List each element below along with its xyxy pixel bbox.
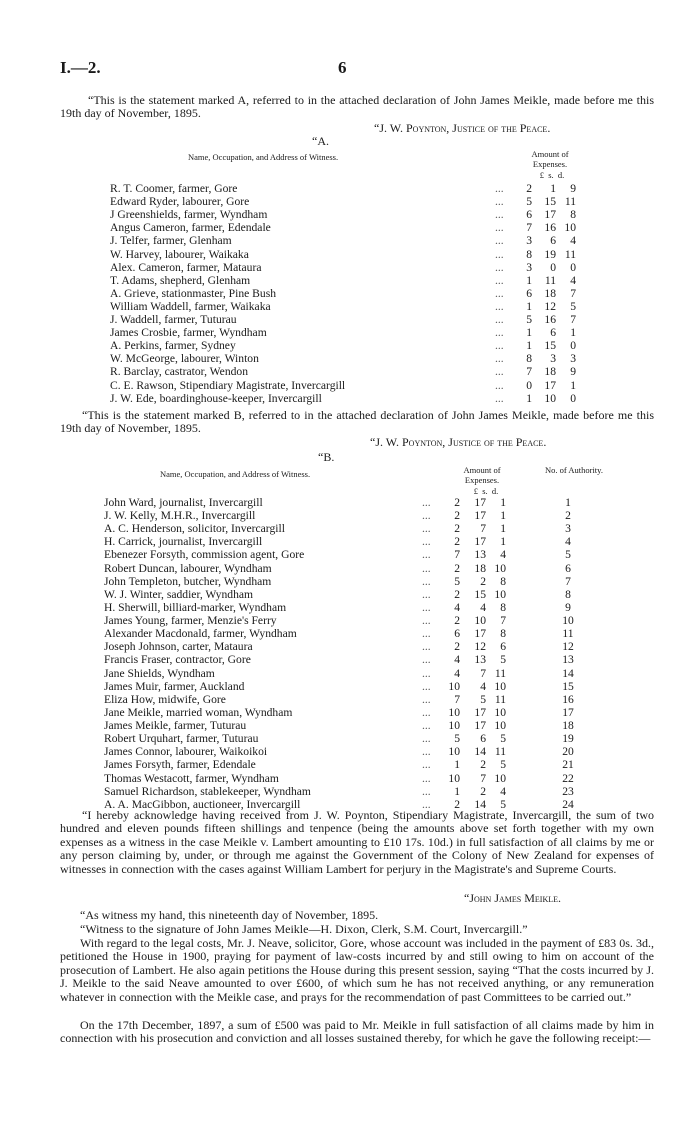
amount-pence: 8 [500, 574, 506, 588]
witness-name: James Meikle, farmer, Tuturau [104, 719, 247, 733]
witness-name: J. Telfer, farmer, Glenham [110, 234, 232, 248]
leader-dots: ... [422, 574, 431, 588]
witness-name: J. W. Ede, boardinghouse-keeper, Invercargill [110, 391, 322, 405]
leader-dots: ... [422, 627, 431, 641]
witness-name: Jane Meikle, married woman, Wyndham [104, 705, 293, 719]
amount-shillings: 4 [480, 679, 486, 693]
leader-dots: ... [495, 391, 504, 405]
table-row [110, 287, 590, 300]
authority-number: 1 [565, 496, 571, 509]
table-row [110, 379, 590, 392]
amount-pence: 8 [570, 208, 576, 222]
witness-name: James Young, farmer, Menzie's Ferry [104, 614, 277, 628]
table-row [104, 745, 604, 758]
amount-pence: 9 [570, 365, 576, 379]
leader-dots: ... [422, 587, 431, 601]
amount-shillings: 16 [544, 313, 556, 326]
table-row [110, 326, 590, 339]
page-number: 6 [338, 58, 347, 77]
table-row [104, 772, 604, 785]
amount-pence: 10 [494, 587, 506, 601]
amount-shillings: 17 [544, 208, 556, 222]
amount-pence: 7 [500, 614, 506, 628]
amount-pounds: 7 [526, 365, 532, 379]
amount-pence: 5 [500, 758, 506, 772]
amount-pence: 4 [570, 234, 576, 248]
amount-shillings: 5 [480, 692, 486, 706]
leader-dots: ... [422, 640, 431, 654]
table-row [110, 274, 590, 287]
amount-shillings: 15 [544, 339, 556, 353]
amount-pence: 1 [500, 535, 506, 549]
leader-dots: ... [422, 509, 431, 523]
amount-pounds: 7 [454, 548, 460, 562]
amount-pounds: 5 [526, 313, 532, 326]
leader-dots: ... [495, 313, 504, 326]
amount-pounds: 1 [454, 784, 460, 798]
authority-number: 21 [562, 758, 574, 772]
amount-shillings: 17 [474, 509, 486, 523]
leader-dots: ... [422, 758, 431, 772]
witness-name: Thomas Westacott, farmer, Wyndham [104, 771, 279, 785]
table-row [104, 758, 604, 771]
amount-pounds: 10 [448, 679, 460, 693]
amount-pence: 3 [570, 352, 576, 366]
witness-name: William Waddell, farmer, Waikaka [110, 299, 271, 313]
amount-pounds: 1 [526, 391, 532, 405]
amount-pounds: 2 [454, 640, 460, 654]
leader-dots: ... [495, 195, 504, 209]
leader-dots: ... [422, 535, 431, 549]
table-row [110, 248, 590, 261]
amount-pence: 5 [500, 797, 506, 811]
witness-name: Jane Shields, Wyndham [104, 666, 215, 680]
table-row [110, 313, 590, 326]
amount-pounds: 10 [448, 719, 460, 733]
witness-name: Alex. Cameron, farmer, Mataura [110, 260, 262, 274]
amount-pence: 4 [500, 548, 506, 562]
statement-b-label: “B. [318, 450, 335, 464]
amount-shillings: 4 [480, 600, 486, 614]
table-row [104, 548, 604, 561]
leader-dots: ... [495, 326, 504, 340]
leader-dots: ... [422, 496, 431, 509]
leader-dots: ... [422, 653, 431, 667]
leader-dots: ... [422, 679, 431, 693]
witness-name: J Greenshields, farmer, Wyndham [110, 208, 268, 222]
leader-dots: ... [495, 234, 504, 248]
witness-name: A. Grieve, stationmaster, Pine Bush [110, 286, 277, 300]
witness-name: Eliza How, midwife, Gore [104, 692, 226, 706]
amount-pence: 8 [500, 627, 506, 641]
authority-number: 5 [565, 548, 571, 562]
amount-pounds: 5 [454, 574, 460, 588]
table-row [104, 601, 604, 614]
authority-number: 20 [562, 745, 574, 759]
amount-pounds: 10 [448, 771, 460, 785]
table-row [104, 785, 604, 798]
authority-number: 18 [562, 719, 574, 733]
amount-pence: 1 [500, 496, 506, 509]
leader-dots: ... [495, 299, 504, 313]
table-row [104, 562, 604, 575]
amount-pence: 7 [570, 313, 576, 326]
amount-pounds: 6 [526, 286, 532, 300]
table-row [104, 667, 604, 680]
amount-shillings: 11 [544, 273, 556, 287]
leader-dots: ... [495, 247, 504, 261]
amount-pence: 7 [570, 286, 576, 300]
amount-pence: 11 [494, 666, 506, 680]
amount-pounds: 0 [526, 378, 532, 392]
series-reference: I.—2. [60, 58, 101, 77]
statement-a-col-name: Name, Occupation, and Address of Witness. [188, 152, 339, 162]
witness-name: C. E. Rawson, Stipendiary Magistrate, Invercargill [110, 378, 346, 392]
amount-pounds: 4 [454, 666, 460, 680]
amount-pounds: 7 [454, 692, 460, 706]
authority-number: 17 [562, 705, 574, 719]
witness-name: Angus Cameron, farmer, Edendale [110, 221, 271, 235]
amount-shillings: 2 [480, 574, 486, 588]
leader-dots: ... [422, 522, 431, 536]
witness-name: J. Waddell, farmer, Tuturau [110, 313, 237, 326]
amount-pence: 10 [494, 705, 506, 719]
acknowledgement-signature: “John James Meikle. [464, 891, 561, 905]
amount-pounds: 3 [526, 234, 532, 248]
witness-name: R. Barclay, castrator, Wendon [110, 365, 249, 379]
amount-shillings: 17 [474, 496, 486, 509]
amount-pounds: 2 [454, 614, 460, 628]
legal-costs-paragraph: With regard to the legal costs, Mr. J. Neave, solicitor, Gore, whose account was included in the payment of £83 0s. 3d., petitioned the House in 1900, praying for payment of law-costs incurred by and still owing to him on account of the prosecution of Lambert. He also again petitions the House during this present session, saying “That the costs incurred by J. J. Meikle to the said Neave amounted to over £600, of which sum he has not received anything, or any remuneration whatever in connection with the Meikle case, and prays for the recommendation of past Committees to be carried out.” [60, 936, 654, 1004]
table-row [104, 575, 604, 588]
leader-dots: ... [422, 705, 431, 719]
final-paragraph: On the 17th December, 1897, a sum of £500 was paid to Mr. Meikle in full satisfaction of all claims made by him in connection with his prosecution and conviction and all losses sustained thereby, for which he gave the following receipt:— [60, 1018, 654, 1046]
amount-pounds: 7 [526, 221, 532, 235]
table-row [110, 300, 590, 313]
witness-name: H. Carrick, journalist, Invercargill [104, 535, 263, 549]
amount-pounds: 8 [526, 352, 532, 366]
amount-shillings: 10 [474, 614, 486, 628]
witness-name: A. A. MacGibbon, auctioneer, Invercargill [104, 797, 301, 811]
table-row [110, 234, 590, 247]
acknowledgement-paragraph: “I hereby acknowledge having received from J. W. Poynton, Stipendiary Magistrate, Invercargill, the sum of two hundred and eleven pounds fifteen shillings and tenpence (being the amounts above set forth together with my own expenses as a witness in the case Meikle v. Lambert amounting to £10 17s. 10d.) in full satisfaction of all claims by me or any person claiming by, under, or through me against the Government of the Colony of New Zealand for expenses of witnesses in connection with the cases against William Lambert for perjury in the Magistrate's and Supreme Courts. [60, 808, 654, 876]
witness-name: Robert Duncan, labourer, Wyndham [104, 561, 272, 575]
leader-dots: ... [495, 221, 504, 235]
amount-pence: 10 [494, 561, 506, 575]
amount-pounds: 1 [526, 299, 532, 313]
amount-shillings: 1 [550, 182, 556, 195]
authority-number: 16 [562, 692, 574, 706]
table-row [104, 614, 604, 627]
statement-a-signature: “J. W. Poynton, Justice of the Peace. [374, 121, 551, 135]
amount-pence: 6 [500, 640, 506, 654]
amount-pence: 11 [494, 745, 506, 759]
amount-shillings: 17 [474, 705, 486, 719]
amount-pounds: 10 [448, 705, 460, 719]
leader-dots: ... [422, 548, 431, 562]
amount-shillings: 18 [544, 286, 556, 300]
amount-shillings: 7 [480, 666, 486, 680]
authority-number: 10 [562, 614, 574, 628]
amount-pounds: 2 [454, 522, 460, 536]
table-row [104, 653, 604, 666]
authority-number: 15 [562, 679, 574, 693]
amount-shillings: 18 [544, 365, 556, 379]
table-row [110, 365, 590, 378]
amount-shillings: 3 [550, 352, 556, 366]
authority-number: 13 [562, 653, 574, 667]
table-row [104, 522, 604, 535]
table-row [104, 732, 604, 745]
amount-pounds: 2 [454, 496, 460, 509]
amount-shillings: 13 [474, 653, 486, 667]
table-row [104, 680, 604, 693]
amount-pence: 9 [570, 182, 576, 195]
amount-pounds: 5 [526, 195, 532, 209]
amount-shillings: 13 [474, 548, 486, 562]
amount-shillings: 17 [544, 378, 556, 392]
authority-number: 11 [562, 627, 574, 641]
amount-shillings: 19 [544, 247, 556, 261]
witness-name: T. Adams, shepherd, Glenham [110, 273, 251, 287]
amount-pounds: 8 [526, 247, 532, 261]
amount-shillings: 18 [474, 561, 486, 575]
witness-name: Joseph Johnson, carter, Mataura [104, 640, 253, 654]
amount-shillings: 15 [544, 195, 556, 209]
witness-name: Ebenezer Forsyth, commission agent, Gore [104, 548, 305, 562]
witness-name: Alexander Macdonald, farmer, Wyndham [104, 627, 297, 641]
statement-b-signature: “J. W. Poynton, Justice of the Peace. [370, 435, 547, 449]
witness-signature: “Witness to the signature of John James Meikle—H. Dixon, Clerk, S.M. Court, Invercargill.” [80, 922, 528, 936]
table-row [104, 509, 604, 522]
leader-dots: ... [495, 365, 504, 379]
amount-shillings: 12 [474, 640, 486, 654]
leader-dots: ... [495, 339, 504, 353]
leader-dots: ... [422, 719, 431, 733]
table-row [110, 261, 590, 274]
statement-b-currency: £ s. d. [473, 486, 499, 496]
table-row [104, 719, 604, 732]
amount-pounds: 3 [526, 260, 532, 274]
authority-number: 14 [562, 666, 574, 680]
statement-b-col-name: Name, Occupation, and Address of Witness. [160, 469, 311, 479]
leader-dots: ... [422, 784, 431, 798]
leader-dots: ... [495, 273, 504, 287]
amount-pence: 10 [564, 221, 576, 235]
amount-pounds: 2 [526, 182, 532, 195]
amount-shillings: 12 [544, 299, 556, 313]
amount-pounds: 2 [454, 587, 460, 601]
amount-pence: 4 [570, 273, 576, 287]
amount-shillings: 7 [480, 522, 486, 536]
amount-pounds: 6 [526, 208, 532, 222]
witness-name: W. McGeorge, labourer, Winton [110, 352, 259, 366]
amount-pence: 10 [494, 679, 506, 693]
amount-pounds: 6 [454, 627, 460, 641]
leader-dots: ... [422, 561, 431, 575]
witness-name: W. J. Winter, saddier, Wyndham [104, 587, 254, 601]
amount-pounds: 2 [454, 797, 460, 811]
table-row [104, 588, 604, 601]
statement-b-intro: “This is the statement marked B, referred to in the attached declaration of John James Meikle, made before me this 19th day of November, 1895. [60, 408, 654, 436]
amount-shillings: 6 [550, 234, 556, 248]
table-row [104, 496, 604, 509]
witness-name: J. W. Kelly, M.H.R., Invercargill [104, 509, 256, 523]
authority-number: 8 [565, 587, 571, 601]
witness-name: James Connor, labourer, Waikoikoi [104, 745, 268, 759]
witness-name: John Ward, journalist, Invercargill [104, 496, 263, 509]
amount-pence: 4 [500, 784, 506, 798]
amount-shillings: 17 [474, 627, 486, 641]
leader-dots: ... [422, 692, 431, 706]
authority-number: 7 [565, 574, 571, 588]
amount-shillings: 6 [550, 326, 556, 340]
table-row [110, 221, 590, 234]
witness-name: R. T. Coomer, farmer, Gore [110, 182, 238, 195]
leader-dots: ... [422, 600, 431, 614]
table-row [104, 706, 604, 719]
leader-dots: ... [495, 352, 504, 366]
amount-shillings: 17 [474, 719, 486, 733]
witness-name: James Forsyth, farmer, Edendale [104, 758, 256, 772]
amount-pence: 5 [570, 299, 576, 313]
witness-name: James Crosbie, farmer, Wyndham [110, 326, 267, 340]
witness-hand: “As witness my hand, this nineteenth day of November, 1895. [80, 908, 379, 922]
amount-shillings: 0 [550, 260, 556, 274]
amount-pounds: 1 [454, 758, 460, 772]
amount-pence: 1 [500, 522, 506, 536]
amount-shillings: 14 [474, 797, 486, 811]
leader-dots: ... [422, 666, 431, 680]
amount-pounds: 1 [526, 339, 532, 353]
statement-a-label: “A. [312, 134, 329, 148]
authority-number: 6 [565, 561, 571, 575]
table-row [104, 693, 604, 706]
amount-pence: 11 [494, 692, 506, 706]
witness-name: H. Sherwill, billiard-marker, Wyndham [104, 600, 287, 614]
authority-number: 2 [565, 509, 571, 523]
witness-name: James Muir, farmer, Auckland [104, 679, 245, 693]
leader-dots: ... [422, 732, 431, 746]
amount-pence: 11 [564, 247, 576, 261]
authority-number: 4 [565, 535, 571, 549]
table-row [110, 208, 590, 221]
leader-dots: ... [495, 182, 504, 195]
table-row [104, 627, 604, 640]
authority-number: 19 [562, 732, 574, 746]
witness-name: Samuel Richardson, stablekeeper, Wyndham [104, 784, 311, 798]
leader-dots: ... [422, 745, 431, 759]
amount-shillings: 6 [480, 732, 486, 746]
amount-pence: 0 [570, 391, 576, 405]
amount-pounds: 1 [526, 326, 532, 340]
authority-number: 23 [562, 784, 574, 798]
statement-b-col-authority: No. of Authority. [544, 465, 603, 475]
amount-pence: 0 [570, 339, 576, 353]
witness-name: A. C. Henderson, solicitor, Invercargill [104, 522, 285, 536]
authority-number: 24 [562, 797, 574, 811]
leader-dots: ... [422, 797, 431, 811]
amount-shillings: 10 [544, 391, 556, 405]
leader-dots: ... [495, 260, 504, 274]
amount-pounds: 2 [454, 561, 460, 575]
witness-name: Francis Fraser, contractor, Gore [104, 653, 251, 667]
authority-number: 9 [565, 600, 571, 614]
amount-pounds: 1 [526, 273, 532, 287]
leader-dots: ... [422, 614, 431, 628]
amount-pence: 11 [564, 195, 576, 209]
authority-number: 22 [562, 771, 574, 785]
table-row [110, 195, 590, 208]
amount-shillings: 14 [474, 745, 486, 759]
witness-name: W. Harvey, labourer, Waikaka [110, 247, 249, 261]
table-row [104, 535, 604, 548]
statement-a-intro: “This is the statement marked A, referred to in the attached declaration of John James Meikle, made before me this 19th day of November, 1895. [60, 93, 654, 121]
amount-shillings: 15 [474, 587, 486, 601]
amount-pounds: 4 [454, 653, 460, 667]
witness-name: Robert Urquhart, farmer, Tuturau [104, 732, 259, 746]
leader-dots: ... [495, 286, 504, 300]
amount-shillings: 2 [480, 784, 486, 798]
witness-name: A. Perkins, farmer, Sydney [110, 339, 236, 353]
leader-dots: ... [495, 208, 504, 222]
amount-shillings: 17 [474, 535, 486, 549]
leader-dots: ... [422, 771, 431, 785]
amount-pence: 10 [494, 719, 506, 733]
amount-pence: 1 [570, 326, 576, 340]
amount-pence: 5 [500, 653, 506, 667]
authority-number: 12 [562, 640, 574, 654]
amount-pence: 0 [570, 260, 576, 274]
statement-a-currency: £ s. d. [539, 170, 565, 180]
witness-name: Edward Ryder, labourer, Gore [110, 195, 250, 209]
amount-pounds: 2 [454, 535, 460, 549]
authority-number: 3 [565, 522, 571, 536]
amount-pence: 1 [500, 509, 506, 523]
table-row [110, 352, 590, 365]
amount-pounds: 2 [454, 509, 460, 523]
amount-shillings: 7 [480, 771, 486, 785]
amount-shillings: 16 [544, 221, 556, 235]
amount-pence: 1 [570, 378, 576, 392]
table-row [110, 339, 590, 352]
amount-pence: 10 [494, 771, 506, 785]
amount-pounds: 4 [454, 600, 460, 614]
amount-pence: 5 [500, 732, 506, 746]
table-row [110, 182, 590, 195]
witness-name: John Templeton, butcher, Wyndham [104, 574, 272, 588]
table-row [104, 640, 604, 653]
statement-a-col-amount: Amount of Expenses. [531, 149, 569, 169]
amount-shillings: 2 [480, 758, 486, 772]
table-row [110, 392, 590, 405]
amount-pounds: 10 [448, 745, 460, 759]
amount-pounds: 5 [454, 732, 460, 746]
statement-b-col-amount: Amount of Expenses. [463, 465, 501, 485]
amount-pence: 8 [500, 600, 506, 614]
leader-dots: ... [495, 378, 504, 392]
